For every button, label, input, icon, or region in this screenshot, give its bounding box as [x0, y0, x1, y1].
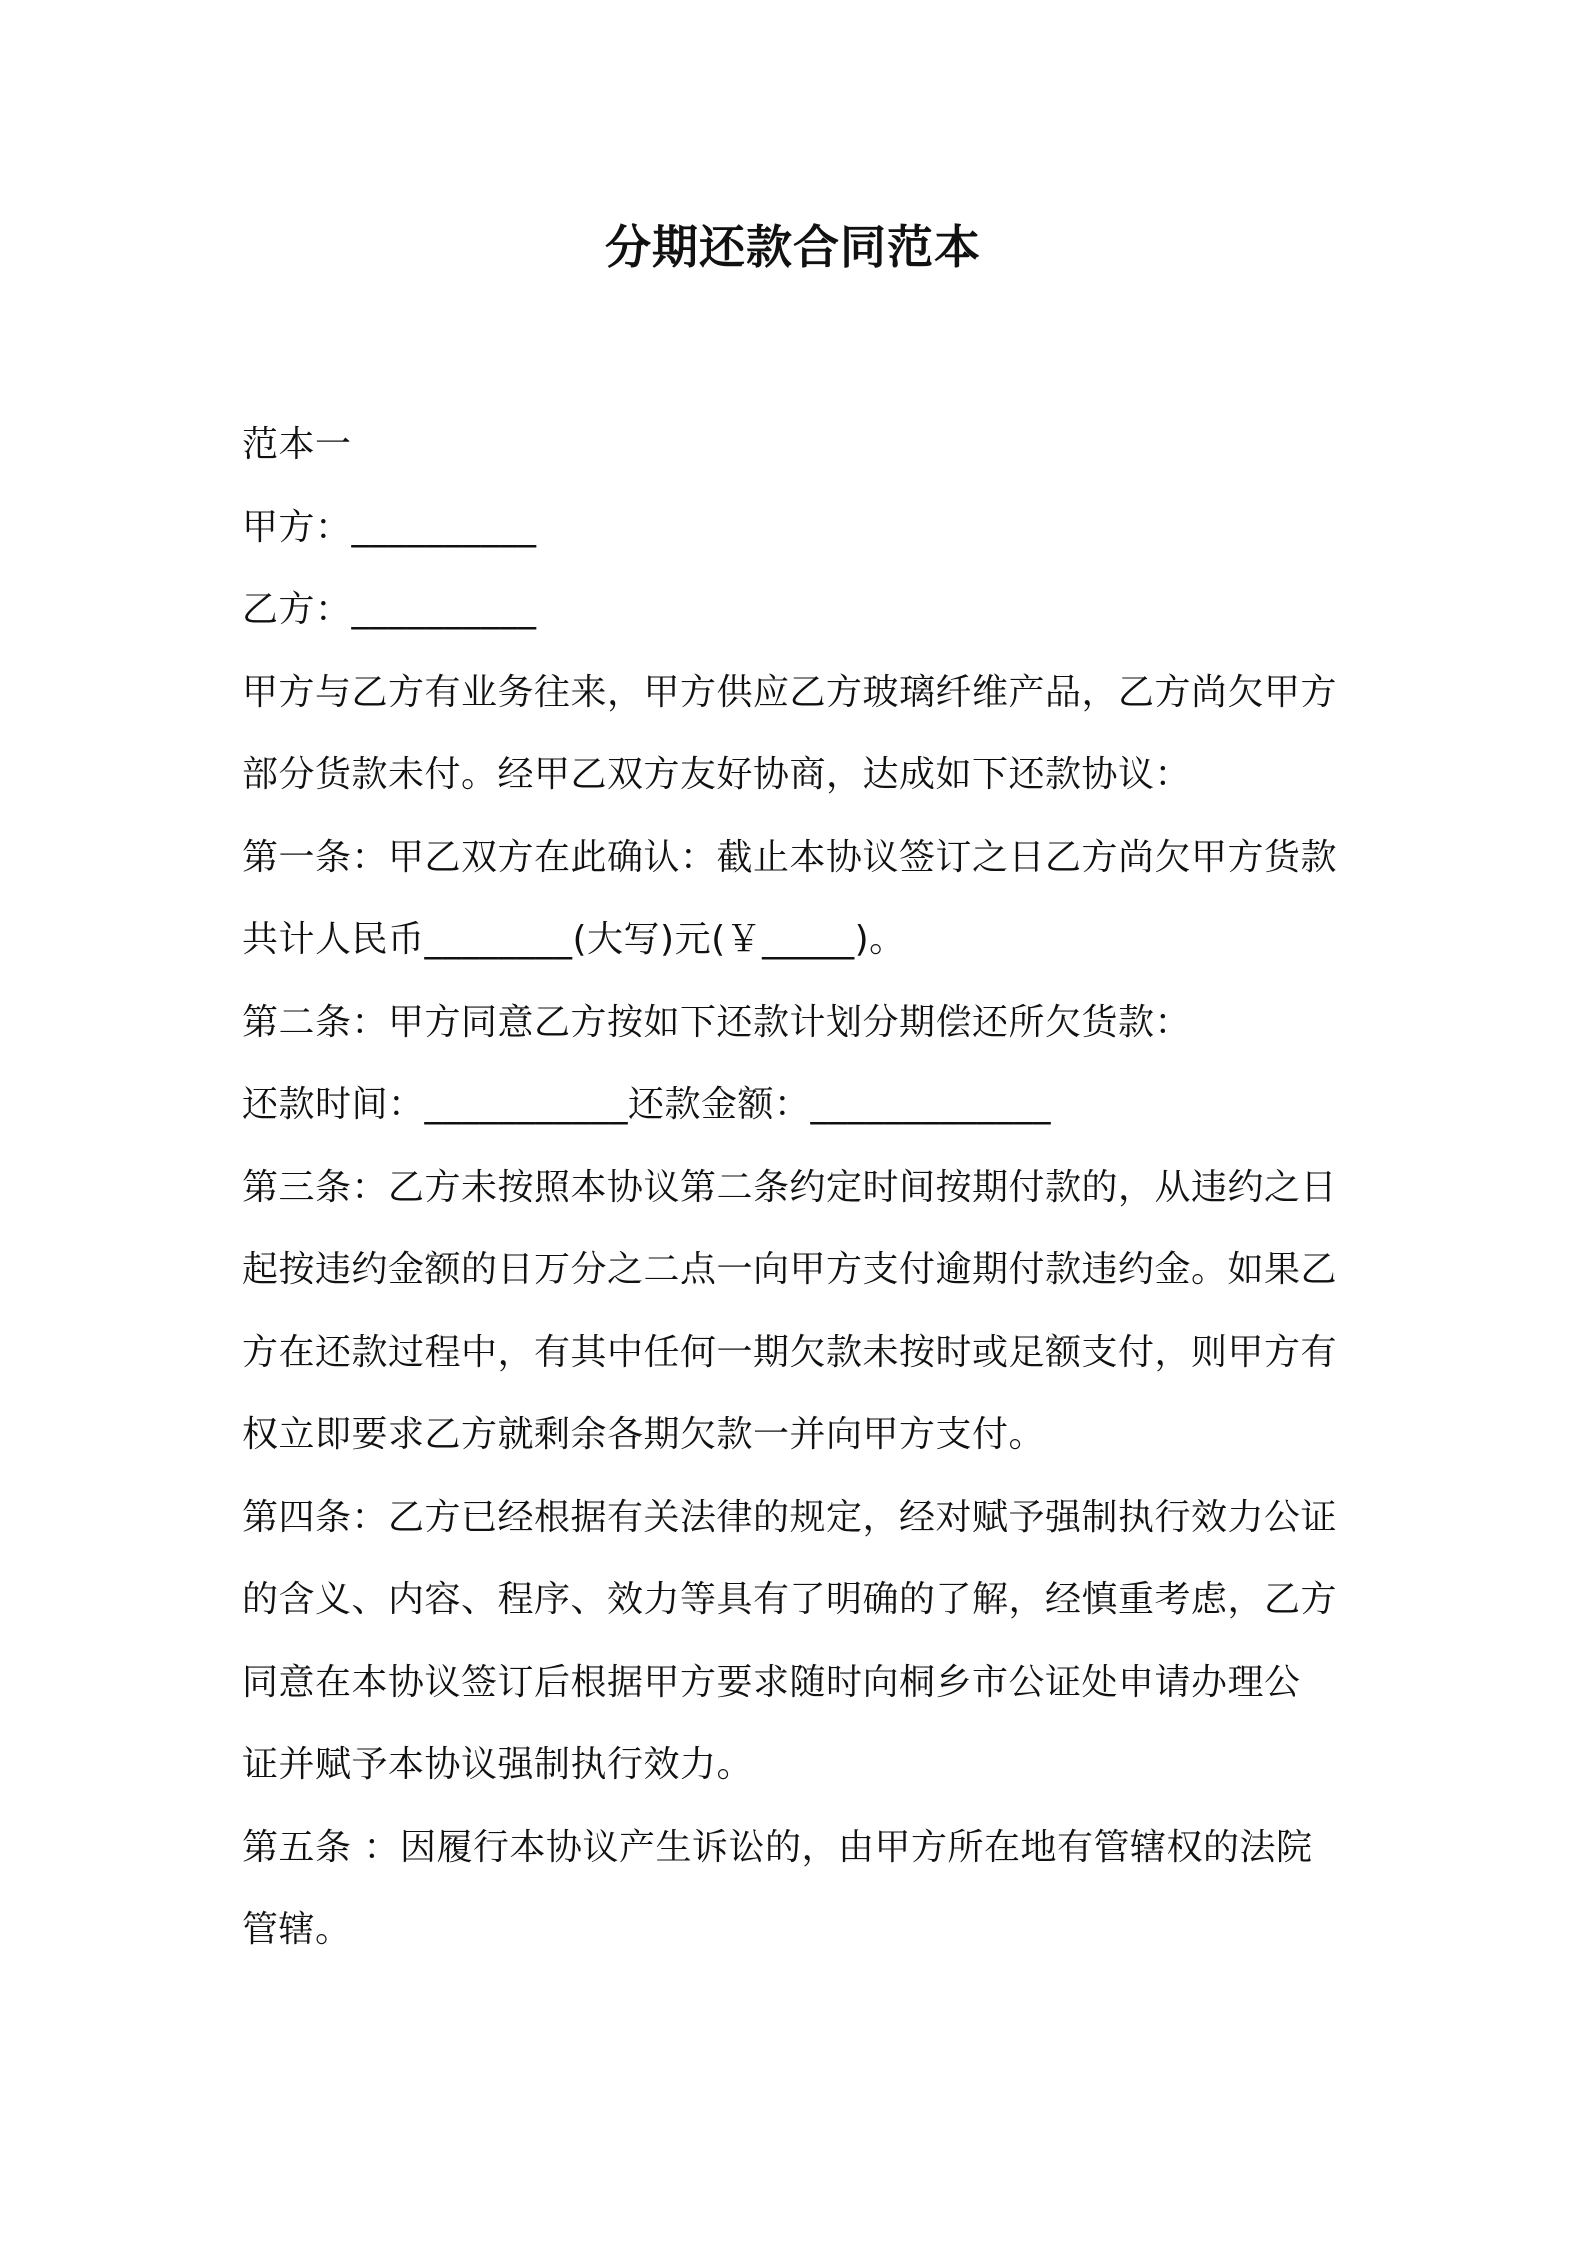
repayment-schedule-line: 还款时间：___________还款金额：_____________ — [242, 1084, 1052, 1125]
article-4-line-1: 第四条：乙方已经根据有关法律的规定，经对赋予强制执行效力公证 — [242, 1496, 1338, 1538]
party-b-line: 乙方：__________ — [242, 589, 537, 630]
preamble-line-2: 部分货款未付。经甲乙双方友好协商，达成如下还款协议： — [242, 754, 1192, 795]
article-5-line-2: 管辖。 — [242, 1909, 352, 1950]
template-label: 范本一 — [242, 424, 352, 465]
article-4-line-4: 证并赋予本协议强制执行效力。 — [242, 1744, 754, 1785]
document-body — [242, 404, 1362, 1972]
article-4-line-3: 同意在本协议签订后根据甲方要求随时向桐乡市公证处申请办理公 — [242, 1661, 1301, 1703]
article-3-line-3: 方在还款过程中，有其中任何一期欠款未按时或足额支付，则甲方有 — [242, 1331, 1338, 1373]
article-5-line-1: 第五条 ：因履行本协议产生诉讼的，由甲方所在地有管辖权的法院 — [242, 1826, 1313, 1868]
article-4-line-2: 的含义、内容、程序、效力等具有了明确的了解，经慎重考虑，乙方 — [242, 1579, 1338, 1620]
article-3-line-1: 第三条：乙方未按照本协议第二条约定时间按期付款的，从违约之日 — [242, 1166, 1338, 1208]
article-2-line-1: 第二条：甲方同意乙方按如下还款计划分期偿还所欠货款： — [242, 1001, 1192, 1043]
article-1-line-2: 共计人民币________(大写)元(￥_____)。 — [242, 919, 906, 960]
article-3-line-4: 权立即要求乙方就剩余各期欠款一并向甲方支付。 — [242, 1414, 1046, 1455]
article-3-line-2: 起按违约金额的日万分之二点一向甲方支付逾期付款违约金。如果乙 — [242, 1249, 1338, 1290]
article-1-line-1: 第一条：甲乙双方在此确认：截止本协议签订之日乙方尚欠甲方货款 — [242, 836, 1338, 878]
document-title: 分期还款合同范本 — [605, 220, 981, 274]
preamble-line-1: 甲方与乙方有业务往来，甲方供应乙方玻璃纤维产品，乙方尚欠甲方 — [242, 671, 1338, 713]
party-a-line: 甲方：__________ — [242, 506, 537, 548]
